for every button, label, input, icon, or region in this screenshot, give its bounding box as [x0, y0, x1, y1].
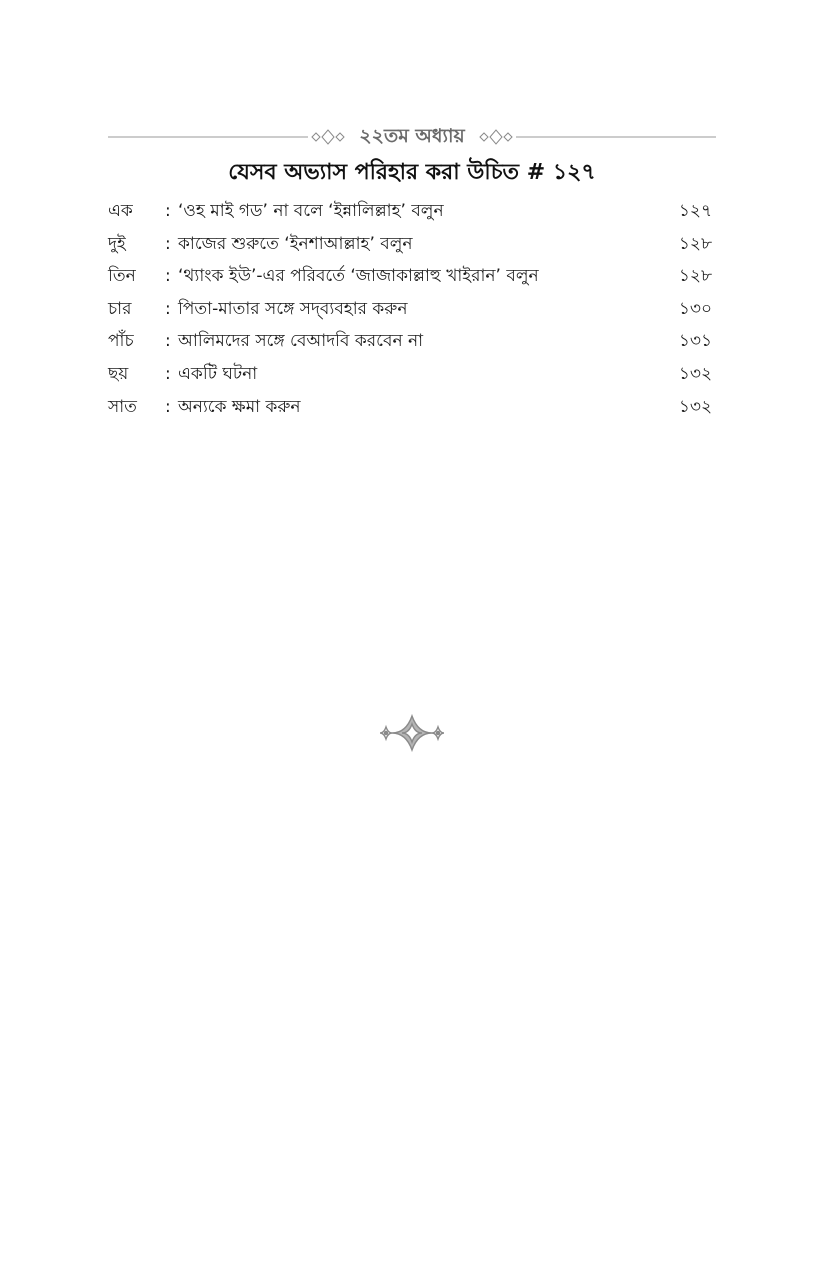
chapter-header	[108, 118, 716, 154]
toc-entry-number: চার	[108, 298, 132, 319]
toc-entry-number: দুই	[108, 233, 126, 254]
toc-entry-number: তিন	[108, 266, 136, 287]
toc-row[interactable]	[108, 359, 716, 392]
toc-row[interactable]	[108, 261, 716, 294]
toc-page-number: ১৩১	[678, 331, 712, 352]
table-of-contents	[108, 196, 716, 424]
toc-page-number: ১৩২	[678, 363, 712, 384]
toc-page-number: ১৩২	[678, 396, 712, 417]
toc-page-number: ১৩০	[678, 298, 712, 319]
toc-separator: :	[165, 266, 171, 287]
toc-entry-number: সাত	[108, 396, 137, 417]
toc-separator: :	[165, 298, 171, 319]
toc-entry-title: একটি ঘটনা	[178, 363, 258, 384]
toc-entry-title: পিতা-মাতার সঙ্গে সদ্‌ব্যবহার করুন	[178, 298, 408, 319]
toc-page-number: ১২৮	[678, 233, 712, 254]
toc-entry-number: পাঁচ	[108, 331, 134, 352]
toc-separator: :	[165, 331, 171, 352]
toc-entry-title: অন্যকে ক্ষমা করুন	[178, 396, 301, 417]
toc-row[interactable]	[108, 294, 716, 327]
star-ornament-icon	[362, 710, 462, 756]
toc-row[interactable]	[108, 392, 716, 425]
chapter-label: ২২তম অধ্যায়	[359, 125, 465, 147]
toc-entry-title: ‘থ্যাংক ইউ’-এর পরিবর্তে ‘জাজাকাল্লাহু খাইরান’ বলুন	[178, 266, 539, 287]
toc-entry-title: কাজের শুরুতে ‘ইনশাআল্লাহ’ বলুন	[178, 233, 413, 254]
toc-page-number: ১২৭	[678, 201, 712, 221]
toc-separator: :	[165, 233, 171, 254]
toc-page-number: ১২৮	[678, 266, 712, 287]
toc-separator: :	[165, 201, 171, 221]
toc-entry-title: ‘ওহ মাই গড’ না বলে ‘ইন্নালিল্লাহ’ বলুন	[178, 201, 444, 221]
toc-row[interactable]	[108, 326, 716, 359]
toc-row[interactable]	[108, 229, 716, 262]
toc-separator: :	[165, 396, 171, 417]
toc-row[interactable]	[108, 196, 716, 229]
toc-entry-title: আলিমদের সঙ্গে বেআদবি করবেন না	[178, 331, 424, 352]
chapter-title: যেসব অভ্যাস পরিহার করা উচিত # ১২৭	[228, 160, 596, 185]
toc-separator: :	[165, 363, 171, 384]
toc-entry-number: এক	[108, 201, 133, 221]
toc-entry-number: ছয়	[108, 363, 129, 384]
